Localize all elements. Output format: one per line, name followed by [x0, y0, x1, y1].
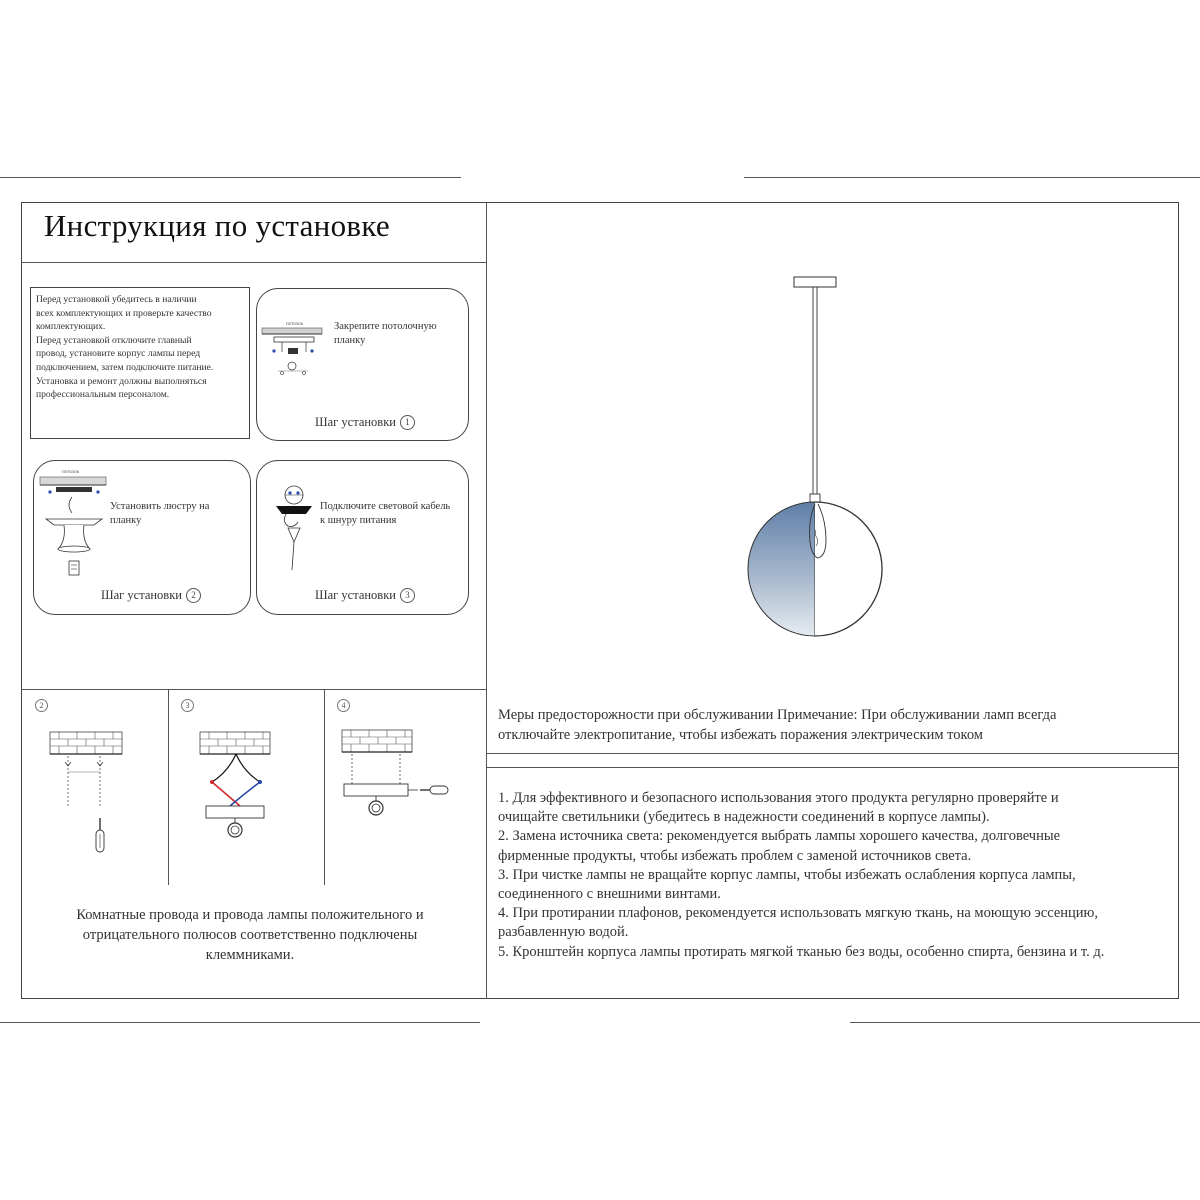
note-line: разбавленную водой. — [498, 924, 629, 941]
cable-connection-diagram — [272, 482, 316, 574]
step-3-label — [315, 588, 415, 603]
wiring-divider-2 — [324, 689, 325, 885]
note-line: 3. При чистке лампы не вращайте корпус лампы, чтобы избежать ослабления корпуса лампы, — [498, 866, 1076, 883]
intro-line: Установка и ремонт должны выполняться — [36, 375, 207, 387]
step-1-number: 1 — [400, 415, 415, 430]
ceiling-label: потолок — [286, 322, 304, 327]
wiring-diagram-mounting — [50, 732, 124, 854]
step-2-text-line: планку — [110, 515, 142, 526]
intro-line: подключением, затем подключите питание. — [36, 361, 214, 373]
step-3-number: 3 — [400, 588, 415, 603]
intro-line: провод, установите корпус лампы перед — [36, 348, 201, 360]
step-1-text-line: планку — [334, 335, 366, 346]
note-line: очищайте светильники (убедитесь в надежности соединений в корпусе лампы). — [498, 809, 990, 826]
step-1-label-text: Шаг установки — [315, 415, 396, 429]
wiring-divider-1 — [168, 689, 169, 885]
note-line: соединенного с внешними винтами. — [498, 886, 721, 903]
precaution-line: Меры предосторожности при обслуживании Примечание: При обслуживании ламп всегда — [498, 707, 1057, 723]
intro-line: комплектующих. — [36, 321, 106, 333]
intro-notice — [30, 287, 250, 439]
note-line: 1. Для эффективного и безопасного использования этого продукта регулярно проверяйте и — [498, 790, 1059, 806]
sheet-center-divider — [486, 202, 487, 999]
step-2-number: 2 — [186, 588, 201, 603]
brick-ceiling-icon — [200, 732, 270, 754]
wiring-diagram-connection — [198, 732, 272, 842]
intro-line: всех комплектующих и проверьте качество — [36, 307, 212, 319]
ceiling-plate-diagram — [260, 318, 326, 380]
top-trim-line-left — [0, 177, 461, 178]
wiring-diagram-finish — [340, 730, 452, 820]
step-2-text-line: Установить люстру на — [110, 501, 210, 512]
step-1-text-line: Закрепите потолочную — [334, 321, 437, 332]
bottom-trim-line-left — [0, 1022, 480, 1023]
note-line: 4. При протирании плафонов, рекомендуется использовать мягкую ткань, на моющую эссенцию, — [498, 905, 1099, 922]
top-trim-line-right — [744, 177, 1200, 178]
intro-line: Перед установкой убедитесь в наличии — [36, 294, 197, 305]
screwdriver-icon — [420, 786, 448, 794]
step-2-label-text: Шаг установки — [101, 588, 182, 602]
ring-connector-icon — [369, 796, 383, 815]
ring-connector-icon — [228, 818, 242, 837]
step-2-label — [101, 588, 201, 603]
note-line: фирменные продукты, чтобы избежать проблем с заменой источников света. — [498, 847, 972, 864]
note-line: 2. Замена источника света: рекомендуется выбрать лампы хорошего качества, долговечные — [498, 828, 1061, 845]
intro-line: профессиональным персоналом. — [36, 389, 170, 401]
brick-ceiling-icon — [342, 730, 412, 752]
wiring-diagram-3-number: 4 — [337, 699, 350, 712]
step-3-label-text: Шаг установки — [315, 588, 396, 602]
step-3-text-line: к шнуру питания — [320, 515, 397, 526]
precaution-note — [498, 705, 1158, 745]
page-title: Инструкция по установке — [44, 208, 390, 243]
screwdriver-icon — [96, 818, 104, 852]
precaution-line: отключайте электропитание, чтобы избежать поражения электрическим током — [498, 727, 983, 743]
bottom-trim-line-right — [850, 1022, 1200, 1023]
step-1-text — [334, 320, 437, 348]
step-2-text — [110, 500, 209, 528]
pendant-lamp-illustration — [740, 272, 890, 642]
chandelier-mount-diagram — [36, 467, 112, 585]
step-3-text — [320, 500, 450, 528]
steps-divider — [21, 689, 486, 690]
title-divider — [21, 262, 486, 263]
precaution-divider-2 — [486, 767, 1179, 768]
step-1-label — [315, 415, 415, 430]
wiring-diagram-2-number: 3 — [181, 699, 194, 712]
intro-line: Перед установкой отключите главный — [36, 334, 192, 346]
wiring-diagram-1-number: 2 — [35, 699, 48, 712]
precaution-divider-1 — [486, 753, 1179, 754]
maintenance-notes — [498, 789, 1173, 962]
note-line: 5. Кронштейн корпуса лампы протирать мягкой тканью без воды, особенно спирта, бензина и т. д. — [498, 943, 1105, 960]
wiring-caption: Комнатные провода и провода лампы положительного и отрицательного полюсов соответственно подключены клеммниками. — [76, 907, 424, 963]
ceiling-label: потолок — [62, 470, 80, 475]
step-3-text-line: Подключите световой кабель — [320, 501, 451, 512]
brick-ceiling-icon — [50, 732, 122, 754]
